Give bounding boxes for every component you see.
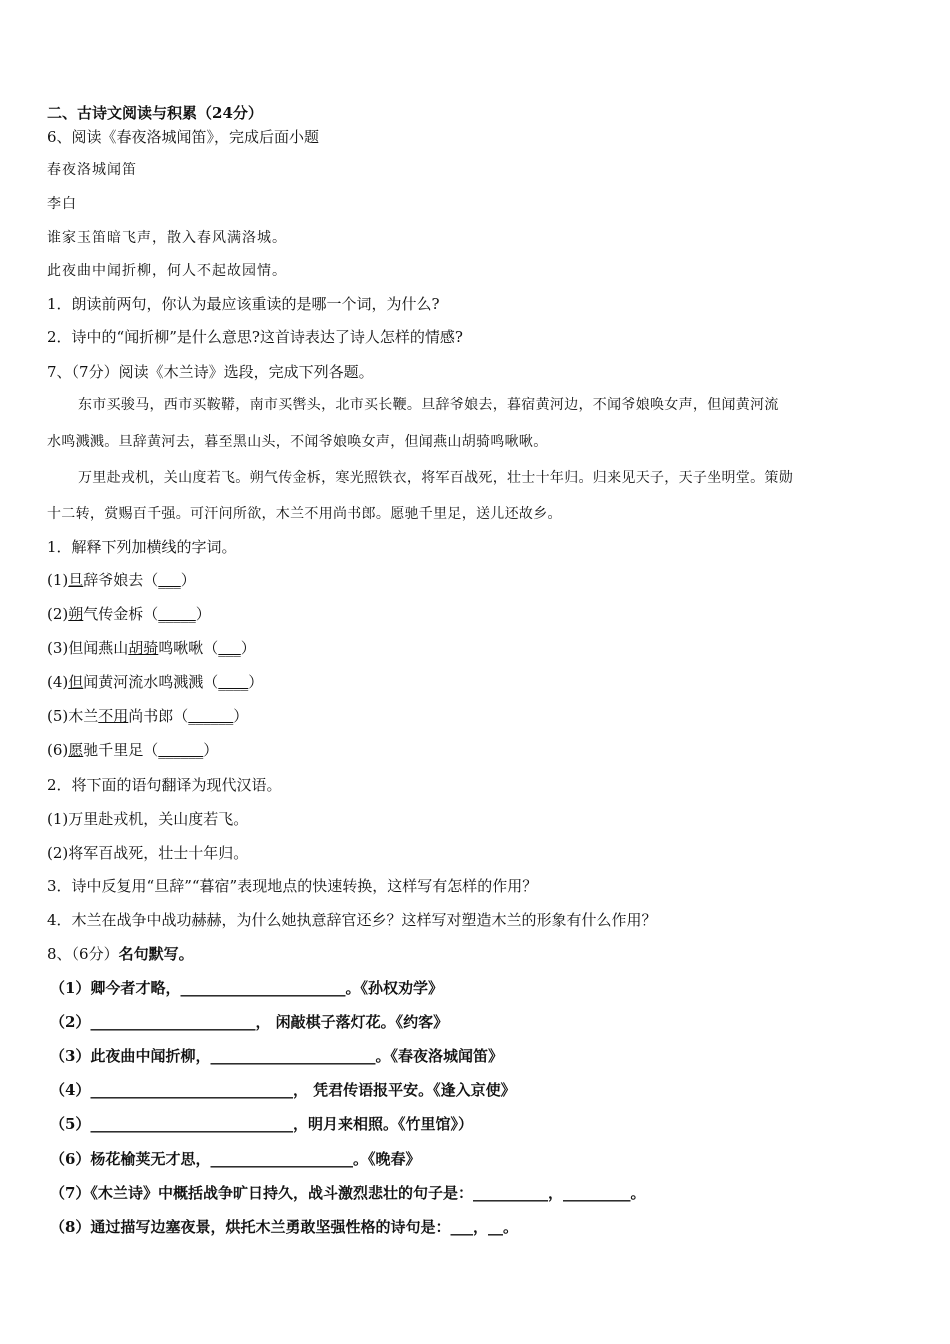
vocab-item: (5)木兰不用尚书郎（______） (47, 707, 249, 725)
translation-item-2: (2)将军百战死，壮士十年归。 (47, 844, 249, 862)
q7-sub-question-4: 4．木兰在战争中战功赫赫，为什么她执意辞官还乡？这样写对塑造木兰的形象有什么作用？ (47, 911, 657, 929)
answer-blank[interactable]: __ (487, 1218, 503, 1236)
answer-blank[interactable]: __________ (472, 1184, 548, 1202)
section-title: 二、古诗文阅读与积累（24分） (47, 104, 263, 122)
poem-line-2: 此夜曲中闻折柳，何人不起故园情。 (47, 263, 287, 279)
vocab-item: (2)朔气传金柝（_____） (47, 605, 211, 623)
vocab-item: (4)但闻黄河流水鸣溅溅（____） (47, 673, 264, 691)
q7-sub-question-1: 1．解释下列加横线的字词。 (47, 538, 237, 556)
answer-blank[interactable]: ____ (218, 673, 249, 691)
q6-sub-question-2: 2．诗中的“闻折柳”是什么意思?这首诗表达了诗人怎样的情感? (47, 328, 463, 346)
poem-author: 李白 (47, 196, 77, 212)
answer-blank[interactable]: ______________________ (210, 1047, 376, 1065)
answer-blank[interactable]: ___________________________ (90, 1081, 293, 1099)
vocab-item: (1)旦辞爷娘去（___） (47, 571, 196, 589)
answer-blank[interactable]: _____ (158, 605, 196, 623)
q7-sub-question-3: 3．诗中反复用“旦辞”“暮宿”表现地点的快速转换，这样写有怎样的作用？ (47, 877, 538, 895)
recitation-row-4: （4）___________________________， 凭君传语报平安。《逢入京使》 (50, 1081, 516, 1099)
q7-intro: 7、（7分）阅读《木兰诗》选段，完成下列各题。 (47, 363, 374, 381)
passage-para-2-line-2: 十二转，赏赐百千强。可汗问所欲，木兰不用尚书郎。愿驰千里足，送儿还故乡。 (47, 506, 562, 522)
recitation-row-5: （5）___________________________，明月来相照。《竹里馆》） (50, 1115, 473, 1133)
vocab-item: (3)但闻燕山胡骑鸣啾啾（___） (47, 639, 256, 657)
answer-blank[interactable]: ___ (218, 639, 241, 657)
recitation-row-3: （3）此夜曲中闻折柳，______________________。《春夜洛城闻笛》 (50, 1047, 503, 1065)
recitation-row-1: （1）卿今者才略，______________________。《孙权劝学》 (50, 979, 443, 997)
answer-blank[interactable]: ___________________ (210, 1150, 353, 1168)
recitation-row-2: （2）______________________， 闲敲棋子落灯花。《约客》 (50, 1013, 449, 1031)
answer-blank[interactable]: ___ (450, 1218, 473, 1236)
q8-intro: 8、（6分）名句默写。 (47, 945, 194, 963)
answer-blank[interactable]: ___ (158, 571, 181, 589)
recitation-row-8: （8）通过描写边塞夜景，烘托木兰勇敢坚强性格的诗句是：___，__。 (50, 1218, 518, 1236)
translation-item-1: (1)万里赴戎机，关山度若飞。 (47, 810, 249, 828)
poem-line-1: 谁家玉笛暗飞声，散入春风满洛城。 (47, 230, 287, 246)
q7-sub-question-2: 2．将下面的语句翻译为现代汉语。 (47, 776, 282, 794)
answer-blank[interactable]: ______ (158, 741, 204, 759)
answer-blank[interactable]: ______________________ (180, 979, 346, 997)
passage-para-2-line-1: 万里赴戎机，关山度若飞。朔气传金柝，寒光照铁衣，将军百战死，壮士十年归。归来见天子，天子坐明堂。策勋 (78, 470, 793, 486)
answer-blank[interactable]: ______________________ (90, 1013, 256, 1031)
passage-para-1-line-1: 东市买骏马，西市买鞍鞯，南市买辔头，北市买长鞭。旦辞爷娘去，暮宿黄河边，不闻爷娘唤女声，但闻黄河流 (78, 397, 779, 413)
passage-para-1-line-2: 水鸣溅溅。旦辞黄河去，暮至黑山头，不闻爷娘唤女声，但闻燕山胡骑鸣啾啾。 (47, 434, 548, 450)
answer-blank[interactable]: _________ (562, 1184, 631, 1202)
answer-blank[interactable]: ______ (188, 707, 234, 725)
answer-blank[interactable]: ___________________________ (90, 1115, 293, 1133)
poem-title: 春夜洛城闻笛 (47, 162, 137, 178)
q6-sub-question-1: 1．朗读前两句，你认为最应该重读的是哪一个词，为什么? (47, 295, 440, 313)
q6-intro: 6、阅读《春夜洛城闻笛》，完成后面小题 (47, 128, 320, 146)
recitation-row-7: （7）《木兰诗》中概括战争旷日持久，战斗激烈悲壮的句子是：__________，_________。 (50, 1184, 646, 1202)
recitation-row-6: （6）杨花榆荚无才思，___________________。《晚春》 (50, 1150, 421, 1168)
vocab-item: (6)愿驰千里足（______） (47, 741, 219, 759)
